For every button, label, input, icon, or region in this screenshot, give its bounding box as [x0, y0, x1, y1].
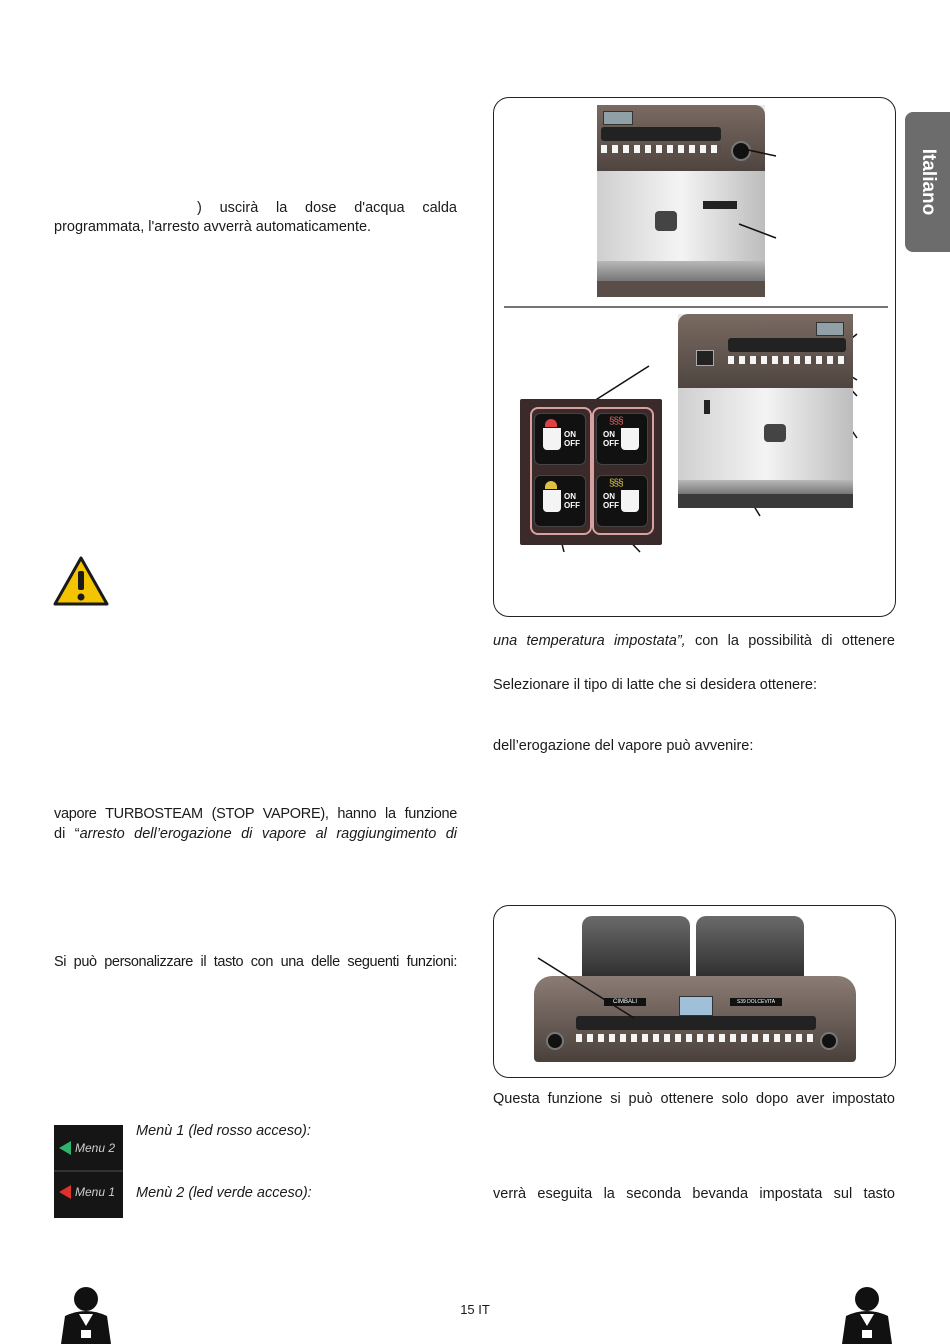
steam-keypad-closeup [520, 399, 662, 545]
turbosteam-text-line2: di “arresto dell’erogazione di vapore al raggiungimento di [54, 826, 457, 842]
leader-line-menu [494, 906, 895, 1077]
dose-text-line1: ) uscirà la dose d'acqua calda [197, 200, 457, 216]
dose-text-line2: programmata, l'arresto avverrà automaticamente. [54, 219, 372, 235]
select-milk-text: Selezionare il tipo di latte che si desidera ottenere: [493, 677, 818, 693]
figure-steam-keys [493, 97, 896, 617]
language-tab [905, 112, 950, 252]
custom-key-text: Si può personalizzare il tasto con una delle seguenti funzioni: [54, 954, 457, 970]
second-drink-text: verrà eseguita la seconda bevanda impostata sul tasto [493, 1186, 895, 1202]
hot-milk-key: §§§ ON OFF [596, 413, 648, 465]
machine-side-photo [678, 314, 853, 508]
temperature-text: una temperatura impostata”, con la possibilità di ottenere [493, 633, 895, 649]
page-number: 15 IT [460, 1302, 490, 1317]
menu1-button: Menu 1 [54, 1177, 123, 1207]
green-led-icon [59, 1141, 71, 1155]
model-label: S39 DOLCEVITA [730, 998, 782, 1006]
menu2-button: Menu 2 [54, 1133, 123, 1163]
turbosteam-text-line1: vapore TURBOSTEAM (STOP VAPORE), hanno la funzione [54, 806, 457, 822]
menu1-text: Menù 1 (led rosso acceso): [136, 1123, 311, 1139]
function-only-text: Questa funzione si può ottenere solo dopo aver impostato [493, 1091, 895, 1107]
brand-label: CIMBALI [604, 998, 646, 1006]
menu2-text: Menù 2 (led verde acceso): [136, 1185, 312, 1201]
steam-stop-text: dell’erogazione del vapore può avvenire: [493, 738, 754, 754]
figure-machine-full [493, 905, 896, 1078]
menu-buttons-photo [54, 1125, 123, 1218]
foam-milk-key: ON OFF [534, 475, 586, 527]
warning-icon [53, 556, 109, 606]
red-led-icon [59, 1185, 71, 1199]
cold-milk-key: ON OFF [534, 413, 586, 465]
hot-foam-key: §§§ ON OFF [596, 475, 648, 527]
language-label: Italiano [917, 148, 939, 216]
steam-keypad-small [696, 350, 714, 366]
